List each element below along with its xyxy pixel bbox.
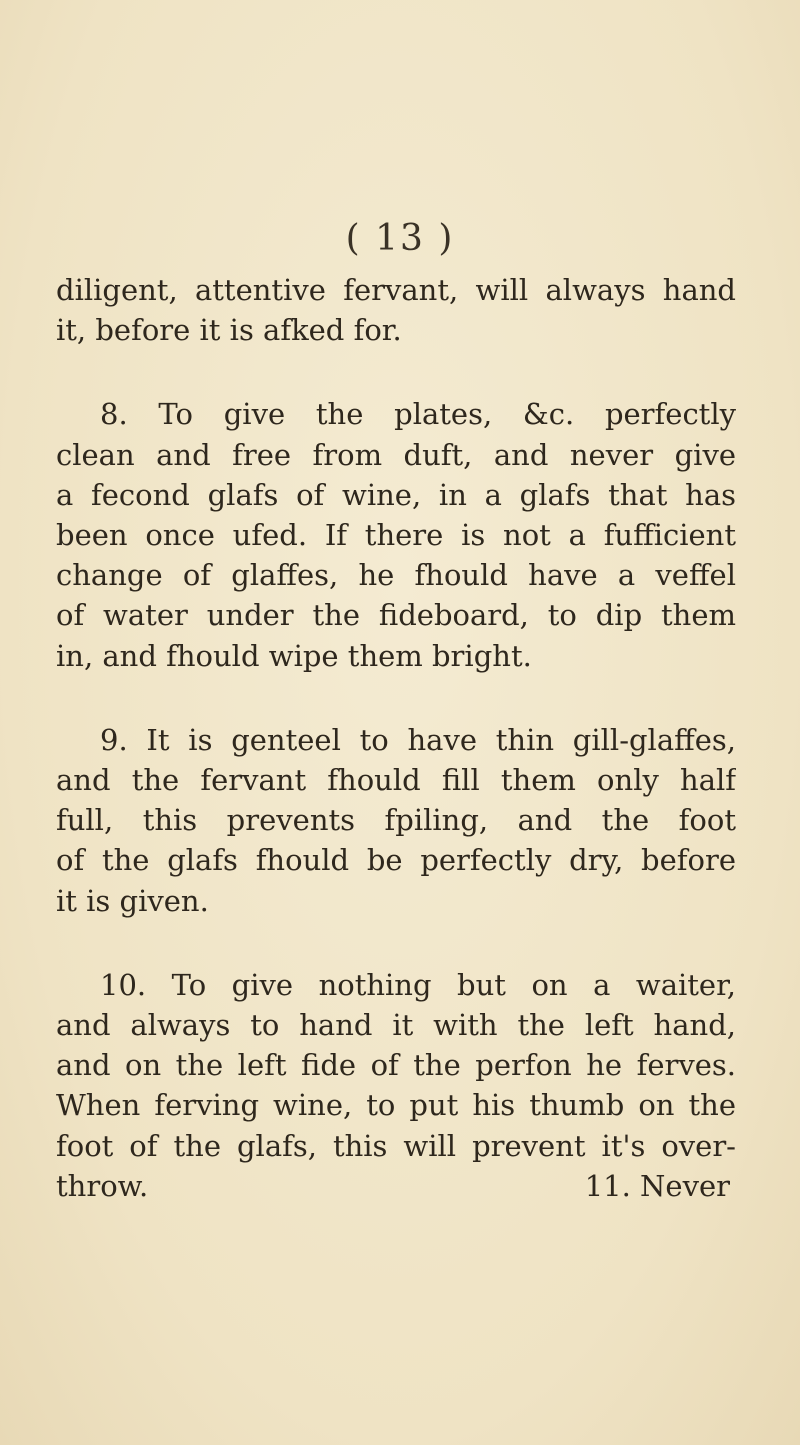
last-line-with-catchword [56, 1166, 736, 1206]
text-line: clean and free from duft, and never give [56, 437, 736, 472]
text-line: full, this prevents fpiling, and the foot [56, 803, 736, 838]
paragraph-8 [56, 394, 736, 675]
text-line: it is given. [56, 883, 209, 918]
paragraph-9 [56, 720, 736, 921]
text-line: throw. [56, 1168, 149, 1203]
text-line: and the fervant fhould fill them only half [56, 763, 736, 798]
text-line: change of glaffes, he fhould have a veffel [56, 558, 736, 593]
text-line: 8. To give the plates, &c. perfectly [100, 397, 736, 432]
text-line: and always to hand it with the left hand, [56, 1008, 736, 1043]
text-line: and on the left fide of the perfon he ferves. [56, 1048, 736, 1083]
text-line: diligent, attentive fervant, will always hand [56, 273, 736, 307]
text-line: 10. To give nothing but on a waiter, [100, 967, 736, 1002]
text-line: of water under the fideboard, to dip them [56, 598, 736, 633]
text-line: When ferving wine, to put his thumb on the [56, 1088, 736, 1123]
catchword: 11. Never [584, 1168, 730, 1203]
body-text [56, 270, 736, 1206]
text-line: a fecond glafs of wine, in a glafs that has [56, 477, 736, 512]
paragraph-continuation [56, 270, 736, 350]
text-line: it, before it is afked for. [56, 313, 402, 348]
text-line: been once ufed. If there is not a fufficient [56, 518, 736, 553]
text-line: foot of the glafs, this will prevent it's over- [56, 1128, 736, 1163]
page-number: ( 13 ) [345, 218, 455, 259]
paragraph-10 [56, 965, 736, 1206]
text-line: in, and fhould wipe them bright. [56, 638, 532, 673]
text-line: of the glafs fhould be perfectly dry, before [56, 843, 736, 878]
text-line: 9. It is genteel to have thin gill-glaffes, [100, 722, 736, 757]
